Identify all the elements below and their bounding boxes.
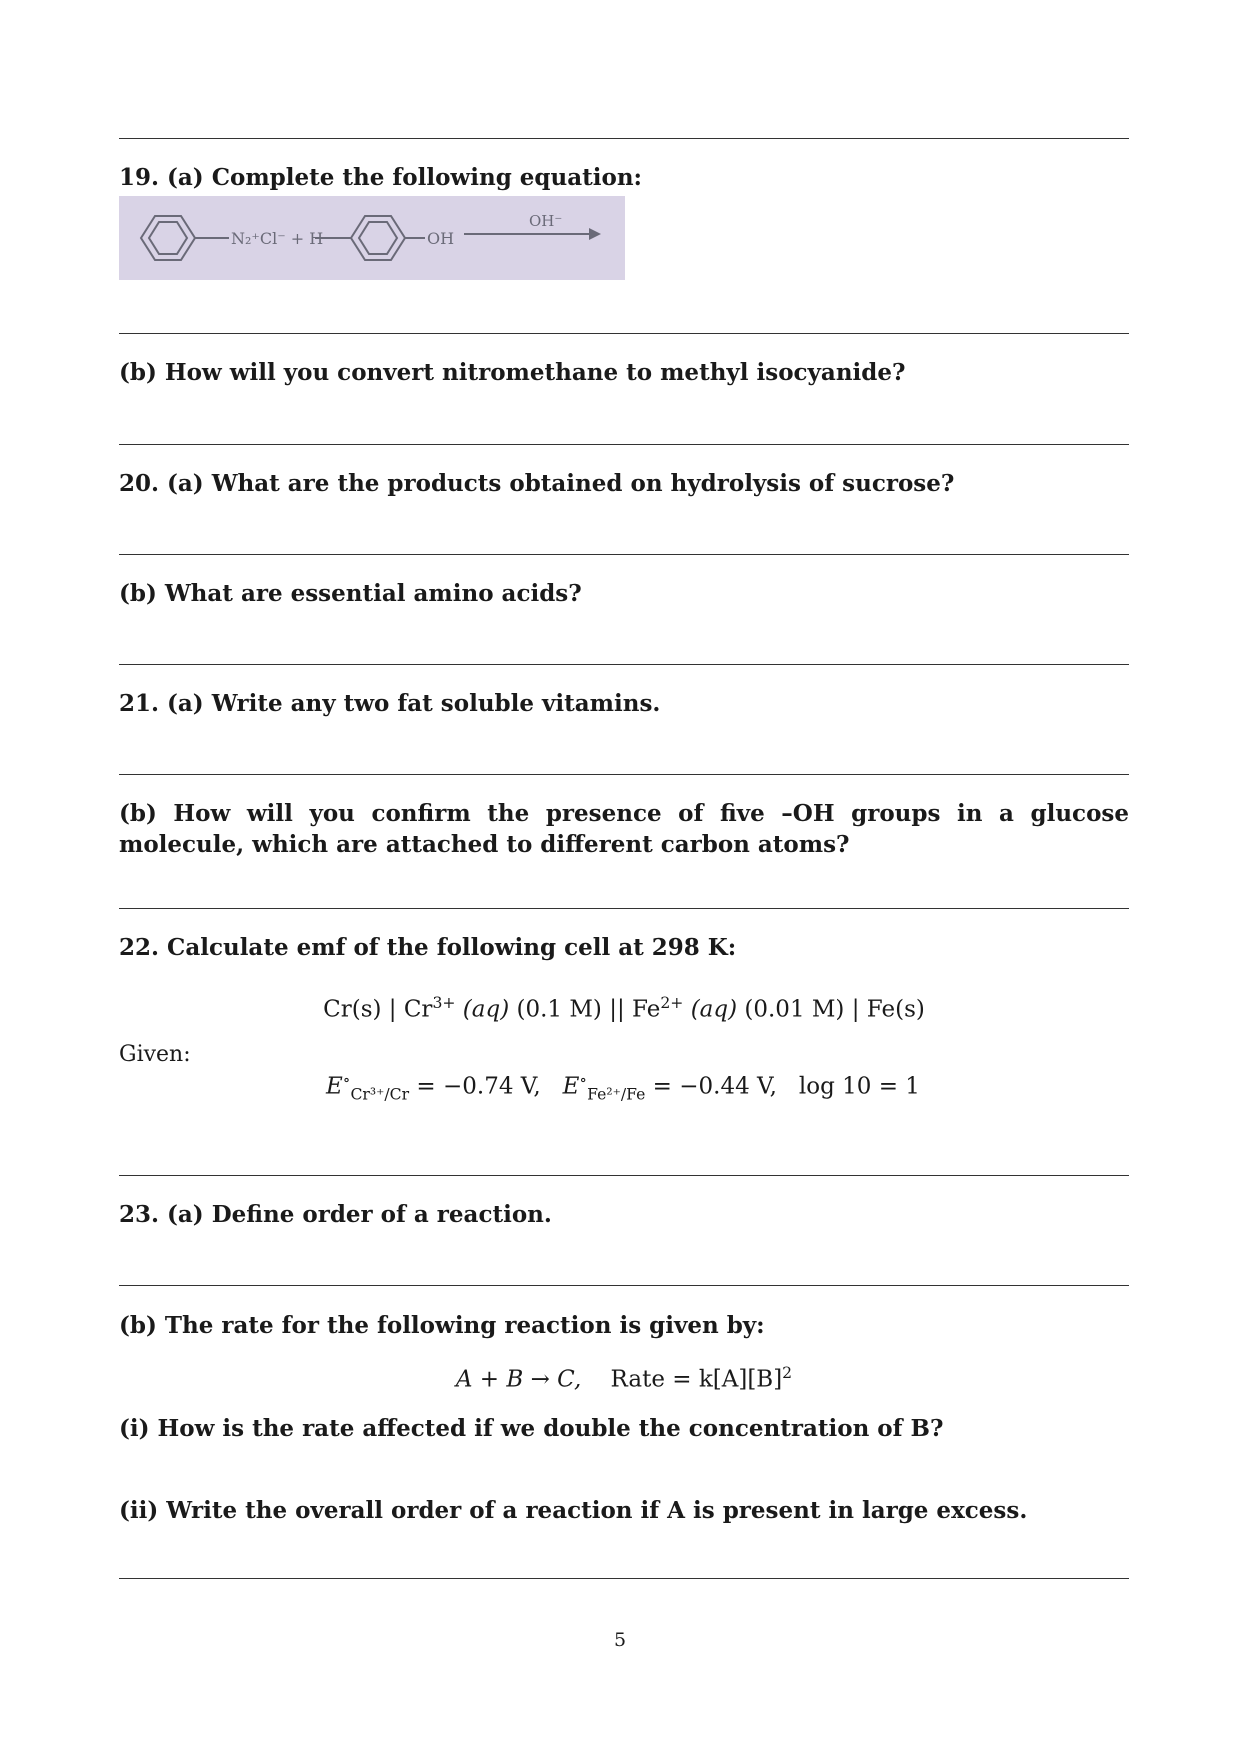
reaction-diagram [119,196,625,280]
hydroxyl-label: OH [427,229,455,248]
question-20b: (b) What are essential amino acids? [119,580,582,607]
divider [119,444,1129,445]
given-values: $E^\circ_{Cr^{3+}/Cr} = -0.74$ V, $E^\circ_{Fe^{2+}/Fe} = -0.44$ V, log 10 = 1 [326,1070,920,1104]
divider [119,1285,1129,1286]
divider [119,664,1129,665]
divider [119,138,1129,139]
divider [119,908,1129,909]
question-20a: 20. (a) What are the products obtained on hydrolysis of sucrose? [119,470,955,497]
question-21b: (b) How will you confirm the presence of five –OH groups in a glucose molecule, which are attached to different carbon atoms? [119,800,1129,858]
question-23b: (b) The rate for the following reaction is given by: [119,1312,765,1339]
arrow-icon [589,228,601,240]
divider [119,1175,1129,1176]
hydroxide-label: OH⁻ [529,212,563,230]
page-number: 5 [613,1629,627,1651]
divider [119,1578,1129,1579]
cell-notation: Cr(s) | $Cr^{3+}$ (aq) (0.1 M) || $Fe^{2+}$ (aq) (0.01 M) | Fe(s) [323,993,925,1023]
question-21a: 21. (a) Write any two fat soluble vitamins. [119,690,661,717]
divider [119,774,1129,775]
question-23b-i: (i) How is the rate affected if we double the concentration of B? [119,1415,944,1442]
question-22: 22. Calculate emf of the following cell at 298 K: [119,934,737,961]
reaction-image [119,196,625,280]
question-23b-ii: (ii) Write the overall order of a reaction if A is present in large excess. [119,1497,1028,1524]
rate-equation: A + B → C, Rate = $k[A][B]^2$ [455,1363,793,1393]
diazonium-label: N₂⁺Cl⁻ + H [231,229,324,248]
given-label: Given: [119,1042,191,1067]
divider [119,554,1129,555]
question-19b: (b) How will you convert nitromethane to methyl isocyanide? [119,359,906,386]
divider [119,333,1129,334]
question-19a: 19. (a) Complete the following equation: [119,164,643,191]
question-23a: 23. (a) Define order of a reaction. [119,1201,552,1228]
